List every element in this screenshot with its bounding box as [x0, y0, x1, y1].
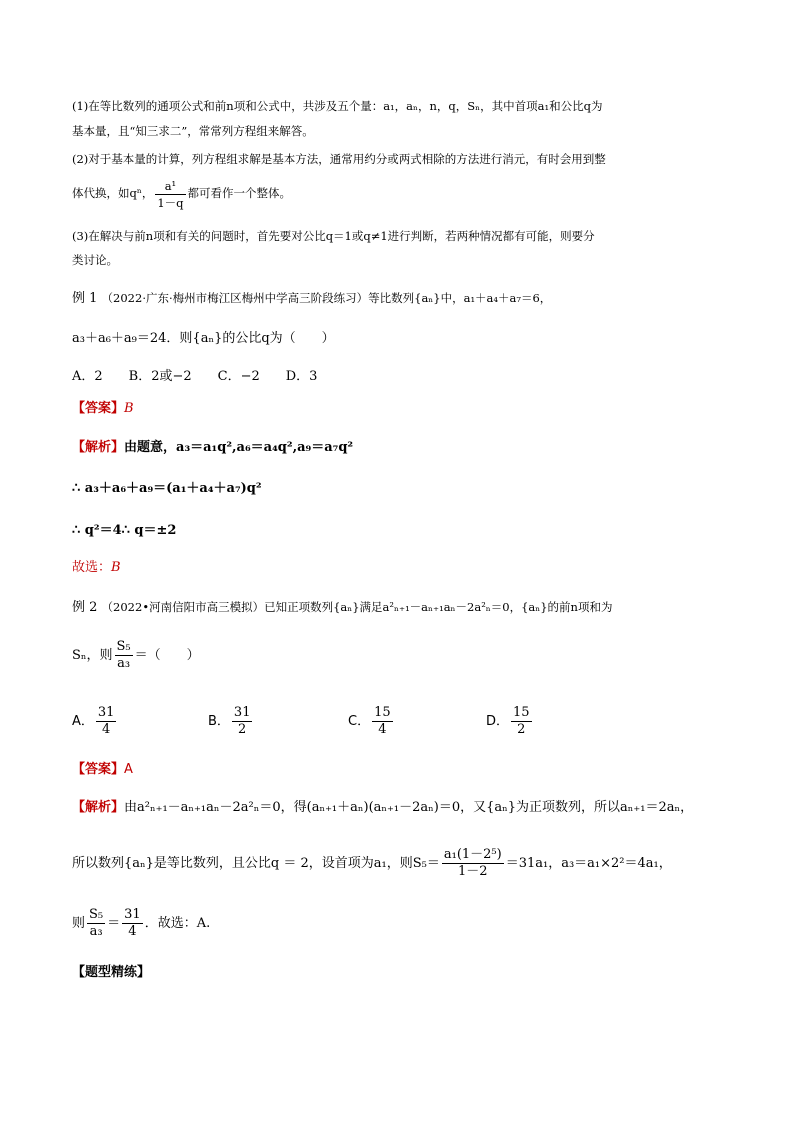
- fraction-denominator: 1－q: [157, 195, 184, 210]
- example-2-header: [72, 597, 722, 618]
- fraction-numerator: a₁(1－2⁵): [443, 847, 502, 862]
- note-1-cont: 基本量，且“知三求二”，常常列方程组来解答。: [72, 124, 314, 138]
- s5-over-a3-fraction: [87, 907, 105, 940]
- note-2-fraction: [155, 178, 185, 211]
- option-letter: A．: [72, 714, 94, 729]
- option-letter: B．: [208, 714, 230, 729]
- equals-sign: ＝: [107, 916, 121, 931]
- analysis-label: 【解析】: [72, 800, 125, 815]
- option-a: [72, 704, 118, 740]
- note-3: (3)在解决与前n项和有关的问题时，首先要对公比q＝1或q≠1进行判断，若两种情况都有可能，则要分: [72, 229, 595, 243]
- conclusion-label: 故选：: [72, 560, 112, 575]
- example-1-conclusion: [72, 558, 722, 578]
- example-1-label: 例 1: [72, 291, 98, 306]
- fraction-denominator: a₃: [89, 924, 103, 939]
- note-2-text-pre: 体代换，如qⁿ，: [72, 186, 154, 200]
- fraction-numerator: 31: [97, 705, 115, 720]
- example-1-source: （2022·广东·梅州市梅江区梅州中学高三阶段练习）等比数列{aₙ}中，a₁＋a₄＋a₇＝6，: [101, 291, 552, 305]
- conclusion-value: B: [111, 560, 121, 575]
- example-2-analysis-2: [72, 846, 722, 882]
- answer-label: 【答案】: [72, 401, 125, 416]
- fraction-numerator: 31: [233, 705, 251, 720]
- note-2-text-post: 都可看作一个整体。: [187, 186, 292, 200]
- option-fraction: [511, 705, 532, 738]
- option-d: [486, 704, 534, 740]
- note-1: (1)在等比数列的通项公式和前n项和公式中，共涉及五个量：a₁，aₙ，n，q，Sₙ，其中首项a₁和公比q为: [72, 99, 603, 113]
- fraction-numerator: S₅: [116, 639, 131, 654]
- fraction-denominator: 4: [102, 722, 111, 737]
- note-2-cont: [72, 176, 722, 211]
- option-c: [348, 704, 395, 740]
- analysis-text-post: ．故选：A.: [144, 916, 211, 931]
- example-1-analysis-3: ∴ q²＝4∴ q＝±2: [72, 523, 177, 538]
- example-2-label: 例 2: [72, 600, 98, 615]
- section-footer-title: 【题型精练】: [72, 965, 151, 980]
- analysis-label: 【解析】: [72, 440, 125, 455]
- option-fraction: [372, 705, 393, 738]
- example-1-options: A．2 B．2或−2 C．−2 D．3: [72, 369, 318, 384]
- analysis-text: 由a²ₙ₊₁－aₙ₊₁aₙ－2a²ₙ＝0，得(aₙ₊₁＋aₙ)(aₙ₊₁－2aₙ)＝0，又{aₙ}为正项数列，所以aₙ₊₁＝2aₙ，: [124, 800, 694, 815]
- example-2-answer: [72, 760, 722, 780]
- fraction-denominator: 4: [378, 722, 387, 737]
- example-1-line2: a₃＋a₆＋a₉＝24．则{aₙ}的公比q为（ ）: [72, 331, 335, 346]
- fraction-numerator: 15: [374, 705, 391, 720]
- fraction-denominator: 1－2: [458, 864, 488, 879]
- analysis-text-pre: 所以数列{aₙ}是等比数列，且公比q ＝ 2，设首项为a₁，则S₅＝: [72, 856, 440, 871]
- example-2-text-post: ＝（ ）: [134, 648, 200, 663]
- fraction-numerator: a¹: [155, 178, 185, 195]
- option-letter: C．: [348, 714, 371, 729]
- answer-label: 【答案】: [72, 762, 125, 777]
- example-2-text-pre: Sₙ，则: [72, 648, 113, 663]
- example-1-analysis-1: [72, 438, 722, 458]
- note-2: (2)对于基本量的计算，列方程组求解是基本方法，通常用约分或两式相除的方法进行消元，有时会用到整: [72, 152, 606, 166]
- fraction-numerator: 15: [513, 705, 530, 720]
- option-fraction: [232, 705, 253, 738]
- option-fraction: [96, 705, 117, 738]
- example-1-answer: [72, 399, 722, 419]
- option-b: [208, 704, 254, 740]
- fraction-denominator: 2: [238, 722, 247, 737]
- answer-value: B: [124, 401, 134, 416]
- example-2-line2: [72, 638, 722, 674]
- example-1-analysis-2: ∴ a₃＋a₆＋a₉＝(a₁＋a₄＋a₇)q²: [72, 481, 262, 496]
- analysis-text-post: ＝31a₁，a₃＝a₁×2²＝4a₁，: [505, 856, 672, 871]
- s5-sum-fraction: [442, 847, 504, 880]
- fraction-denominator: 2: [517, 722, 526, 737]
- result-fraction: [122, 907, 143, 940]
- note-3-cont: 类讨论。: [72, 253, 118, 267]
- fraction-denominator: 4: [128, 924, 137, 939]
- example-2-source: （2022•河南信阳市高三模拟）已知正项数列{aₙ}满足a²ₙ₊₁－aₙ₊₁aₙ－2a²ₙ＝0，{aₙ}的前n项和为: [101, 600, 613, 614]
- fraction-numerator: S₅: [89, 907, 104, 922]
- example-2-analysis-3: [72, 906, 722, 942]
- fraction-denominator: a₃: [117, 656, 131, 671]
- option-letter: D．: [486, 714, 510, 729]
- s5-over-a3-fraction: [115, 639, 133, 672]
- fraction-numerator: 31: [124, 907, 141, 922]
- analysis-text: 由题意，a₃＝a₁q²,a₆＝a₄q²,a₉＝a₇q²: [124, 440, 354, 455]
- example-1-header: [72, 288, 722, 309]
- answer-value: A: [124, 762, 133, 777]
- example-2-analysis-1: [72, 798, 722, 818]
- analysis-text-pre: 则: [72, 916, 86, 931]
